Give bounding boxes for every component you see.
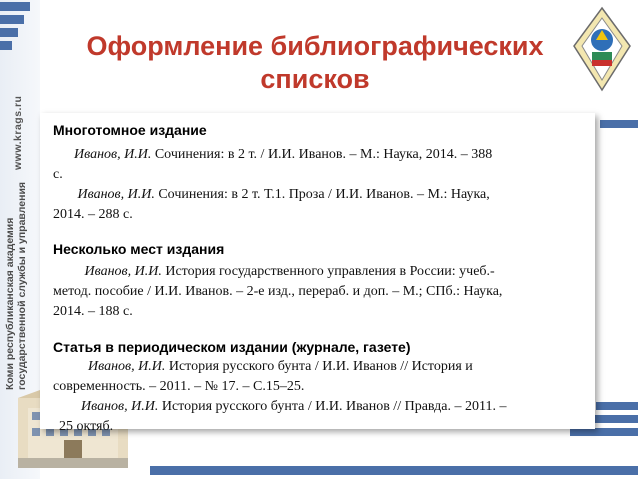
section-heading: Статья в периодическом издании (журнале, газете)	[53, 339, 411, 355]
entry-text: История русского бунта / И.И. Иванов // Правда. – 2011. –	[161, 399, 507, 414]
entry-author: Иванов, И.И.	[81, 399, 159, 414]
academy-name-line2: государственной службы и управления	[16, 181, 28, 390]
decor-stripe	[600, 120, 638, 128]
bibliography-entry	[53, 397, 586, 437]
decor-stripe	[0, 41, 12, 50]
entry-text: История русского бунта / И.И. Иванов // История и	[168, 359, 473, 374]
entry-text: 2014. – 288 с.	[53, 207, 133, 222]
decor-stripe	[0, 15, 24, 24]
section-heading: Многотомное издание	[53, 122, 207, 138]
decor-stripe	[596, 402, 638, 410]
entry-text: Сочинения: в 2 т. / И.И. Иванов. – М.: Наука, 2014. – 388	[154, 147, 493, 162]
entry-author: Иванов, И.И.	[88, 359, 166, 374]
entry-author: Иванов, И.И.	[77, 187, 155, 202]
entry-text: с.	[53, 167, 63, 182]
decor-stripe	[0, 2, 30, 11]
entry-text: метод. пособие / И.И. Иванов. – 2-е изд., перераб. и доп. – М.; СПб.: Наука,	[53, 284, 503, 299]
bibliography-entry	[53, 262, 586, 322]
entry-text: современность. – 2011. – № 17. – С.15–25.	[53, 379, 305, 394]
bibliography-entry	[53, 185, 586, 225]
entry-text: 25 октяб.	[59, 419, 114, 434]
entry-author: Иванов, И.И.	[84, 264, 162, 279]
page-title-line2: списков	[260, 64, 370, 94]
entry-text: История государственного управления в России: учеб.-	[165, 264, 495, 279]
bibliography-entry	[53, 145, 586, 185]
section-heading: Несколько мест издания	[53, 241, 225, 257]
page-title-line1: Оформление библиографических	[86, 31, 544, 61]
website-link[interactable]	[12, 96, 24, 170]
academy-name-line1: Коми республиканская академия	[4, 217, 16, 390]
decor-stripe	[0, 28, 18, 37]
page-title	[40, 30, 590, 96]
bibliography-entry	[53, 357, 586, 397]
decor-stripe	[150, 466, 638, 475]
entry-author: Иванов, И.И.	[74, 147, 152, 162]
entry-text: Сочинения: в 2 т. Т.1. Проза / И.И. Иванов. – М.: Наука,	[158, 187, 490, 202]
website-text: www.krags.ru	[12, 95, 24, 170]
academy-name	[4, 182, 28, 390]
entry-text: 2014. – 188 с.	[53, 304, 133, 319]
